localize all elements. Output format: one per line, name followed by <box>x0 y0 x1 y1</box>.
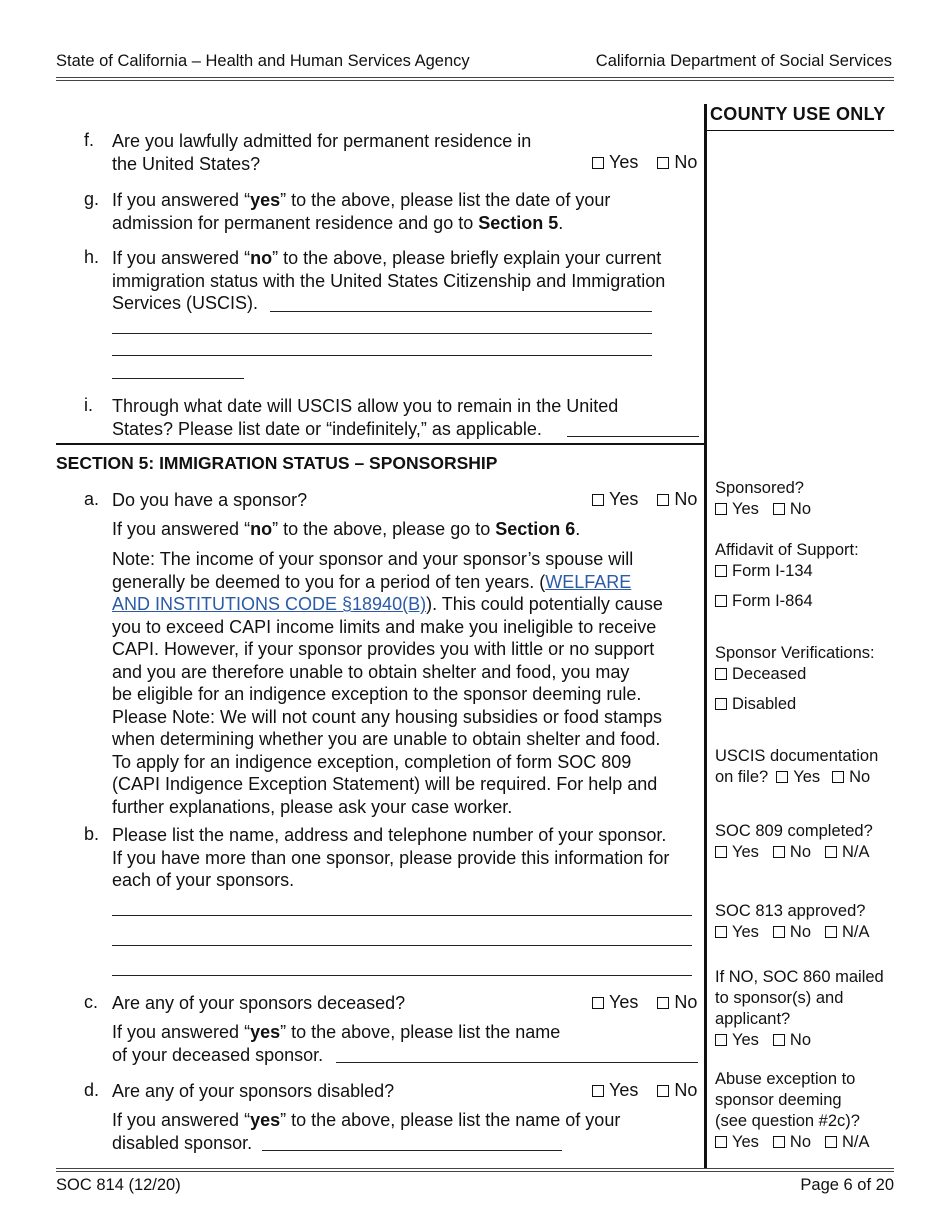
county-soc813: SOC 813 approved? Yes No N/A <box>715 902 870 941</box>
county-verifications: Sponsor Verifications: Deceased Disabled <box>715 643 895 715</box>
question-f-answers <box>592 152 697 173</box>
department-header: California Department of Social Services <box>595 52 892 70</box>
question-d-followup: If you answered “yes” to the above, please list the name of your disabled sponsor. <box>112 1110 621 1153</box>
county-soc813-na[interactable]: N/A <box>825 923 870 941</box>
question-d-answer-line[interactable] <box>262 1150 562 1151</box>
question-d-answers <box>592 1080 697 1101</box>
question-c-no[interactable]: No <box>657 992 697 1012</box>
question-b-answer-line2[interactable] <box>112 945 692 946</box>
county-uscis: USCIS documentation on file? Yes No <box>715 747 879 786</box>
question-d-no[interactable]: No <box>657 1080 697 1100</box>
checkbox-icon <box>825 1136 837 1148</box>
question-a-no[interactable]: No <box>657 489 697 509</box>
question-b: Please list the name, address and telephone number of your sponsor. If you have more than one sponsor, please provide this information for each of your sponsors. <box>112 825 670 890</box>
checkbox-icon <box>715 565 727 577</box>
header-rule <box>56 77 894 81</box>
county-deceased[interactable]: Deceased <box>715 664 895 685</box>
county-sponsored: Sponsored? Yes No <box>715 479 812 518</box>
county-uscis-yes[interactable]: Yes <box>776 768 820 786</box>
county-form-i864[interactable]: Form I-864 <box>715 591 895 612</box>
sponsor-note: Note: The income of your sponsor and your sponsor’s spouse will generally be deemed to you for a period of ten years. (WELFARE AND INSTITUTIONS CODE §18940(B)). This could potentially cause you to exceed CAPI income limits and make you ineligible to receive CAPI. However, if your sponsor provides you with little or no support and you are therefore unable to obtain shelter and food, you may be eligible for an indigence exception to the sponsor deeming rule. Please Note: We will not count any housing subsidies or food stamps when determining whether you are unable to obtain shelter and food. To apply for an indigence exception, completion of form SOC 809 (CAPI Indigence Exception Statement) will be required. For help and further explanations, please ask your case worker. <box>112 549 663 817</box>
question-i: Through what date will USCIS allow you to remain in the United States? Please list date or “indefinitely,” as applicable. <box>112 396 619 439</box>
county-soc809-na[interactable]: N/A <box>825 843 870 861</box>
question-d-label: d. <box>84 1080 100 1100</box>
checkbox-icon <box>657 494 669 506</box>
county-title-underline <box>707 130 894 131</box>
column-divider-top <box>704 104 707 445</box>
checkbox-icon <box>657 1085 669 1097</box>
county-use-only-title: COUNTY USE ONLY <box>710 104 886 124</box>
question-f-no[interactable]: No <box>657 152 697 172</box>
question-a-followup: If you answered “no” to the above, please go to Section 6. <box>112 519 581 539</box>
agency-header: State of California – Health and Human Services Agency <box>56 52 470 70</box>
question-f-line1: Are you lawfully admitted for permanent residence in <box>112 131 532 151</box>
checkbox-icon <box>773 1136 785 1148</box>
county-sponsored-no[interactable]: No <box>773 500 811 518</box>
checkbox-icon <box>773 846 785 858</box>
checkbox-icon <box>592 997 604 1009</box>
checkbox-icon <box>825 926 837 938</box>
question-c-yes[interactable]: Yes <box>592 992 638 1012</box>
county-sponsored-yes[interactable]: Yes <box>715 500 759 518</box>
checkbox-icon <box>715 846 727 858</box>
welfare-code-link-cont[interactable]: AND INSTITUTIONS CODE §18940(B) <box>112 594 427 614</box>
question-a: Do you have a sponsor? <box>112 490 308 510</box>
question-h-answer-line3[interactable] <box>112 355 652 356</box>
question-i-answer-line[interactable] <box>567 436 699 437</box>
question-b-label: b. <box>84 824 100 844</box>
page-number: Page 6 of 20 <box>800 1176 894 1194</box>
checkbox-icon <box>715 698 727 710</box>
checkbox-icon <box>832 771 844 783</box>
checkbox-icon <box>592 494 604 506</box>
checkbox-icon <box>657 997 669 1009</box>
question-a-yes[interactable]: Yes <box>592 489 638 509</box>
county-soc809-no[interactable]: No <box>773 843 811 861</box>
question-h-answer-line1[interactable] <box>270 311 652 312</box>
question-a-answers <box>592 489 697 510</box>
form-number: SOC 814 (12/20) <box>56 1176 181 1194</box>
question-i-label: i. <box>84 395 93 415</box>
checkbox-icon <box>657 157 669 169</box>
question-b-answer-line1[interactable] <box>112 915 692 916</box>
question-a-label: a. <box>84 489 100 509</box>
section5-rule <box>56 443 706 445</box>
county-abuse-na[interactable]: N/A <box>825 1133 870 1151</box>
checkbox-icon <box>592 157 604 169</box>
checkbox-icon <box>715 503 727 515</box>
question-h-answer-line4[interactable] <box>112 378 244 379</box>
checkbox-icon <box>715 1034 727 1046</box>
county-soc813-yes[interactable]: Yes <box>715 923 759 941</box>
checkbox-icon <box>776 771 788 783</box>
checkbox-icon <box>715 595 727 607</box>
question-d-yes[interactable]: Yes <box>592 1080 638 1100</box>
question-f-yes[interactable]: Yes <box>592 152 638 172</box>
question-g-label: g. <box>84 189 100 209</box>
question-c-answers <box>592 992 697 1013</box>
question-c-label: c. <box>84 992 99 1012</box>
county-form-i134[interactable]: Form I-134 <box>715 561 895 582</box>
question-f-label: f. <box>84 130 95 150</box>
county-soc813-no[interactable]: No <box>773 923 811 941</box>
checkbox-icon <box>715 926 727 938</box>
county-abuse-exception: Abuse exception to sponsor deeming (see question #2c)? Yes No N/A <box>715 1070 870 1151</box>
question-h-answer-line2[interactable] <box>112 333 652 334</box>
county-uscis-no[interactable]: No <box>832 768 870 786</box>
checkbox-icon <box>592 1085 604 1097</box>
county-soc809: SOC 809 completed? Yes No N/A <box>715 822 873 861</box>
checkbox-icon <box>825 846 837 858</box>
question-c-followup: If you answered “yes” to the above, please list the name of your deceased sponsor. <box>112 1022 561 1065</box>
county-disabled[interactable]: Disabled <box>715 694 895 715</box>
question-h: If you answered “no” to the above, please briefly explain your current immigration status with the United States Citizenship and Immigration Services (USCIS). <box>112 248 666 313</box>
county-soc860: If NO, SOC 860 mailed to sponsor(s) and applicant? Yes No <box>715 968 884 1049</box>
county-soc809-yes[interactable]: Yes <box>715 843 759 861</box>
checkbox-icon <box>715 668 727 680</box>
checkbox-icon <box>715 1136 727 1148</box>
question-c: Are any of your sponsors deceased? <box>112 993 406 1013</box>
question-f-line2: the United States? <box>112 153 261 174</box>
question-h-label: h. <box>84 247 100 267</box>
checkbox-icon <box>773 503 785 515</box>
question-b-answer-line3[interactable] <box>112 975 692 976</box>
county-soc860-yes[interactable]: Yes <box>715 1031 759 1049</box>
checkbox-icon <box>773 1034 785 1046</box>
county-abuse-yes[interactable]: Yes <box>715 1133 759 1151</box>
checkbox-icon <box>773 926 785 938</box>
county-soc860-no[interactable]: No <box>773 1031 811 1049</box>
welfare-code-link[interactable]: WELFARE <box>545 571 632 592</box>
section5-title: SECTION 5: IMMIGRATION STATUS – SPONSORSHIP <box>56 453 498 473</box>
county-abuse-no[interactable]: No <box>773 1133 811 1151</box>
footer-rule <box>56 1168 894 1172</box>
column-divider-bottom <box>704 445 707 1168</box>
question-g: If you answered “yes” to the above, please list the date of your admission for permanent residence and go to Section 5. <box>112 190 611 233</box>
county-affidavit: Affidavit of Support: Form I-134 Form I-864 <box>715 540 895 612</box>
question-c-answer-line[interactable] <box>336 1062 698 1063</box>
question-d: Are any of your sponsors disabled? <box>112 1081 395 1101</box>
